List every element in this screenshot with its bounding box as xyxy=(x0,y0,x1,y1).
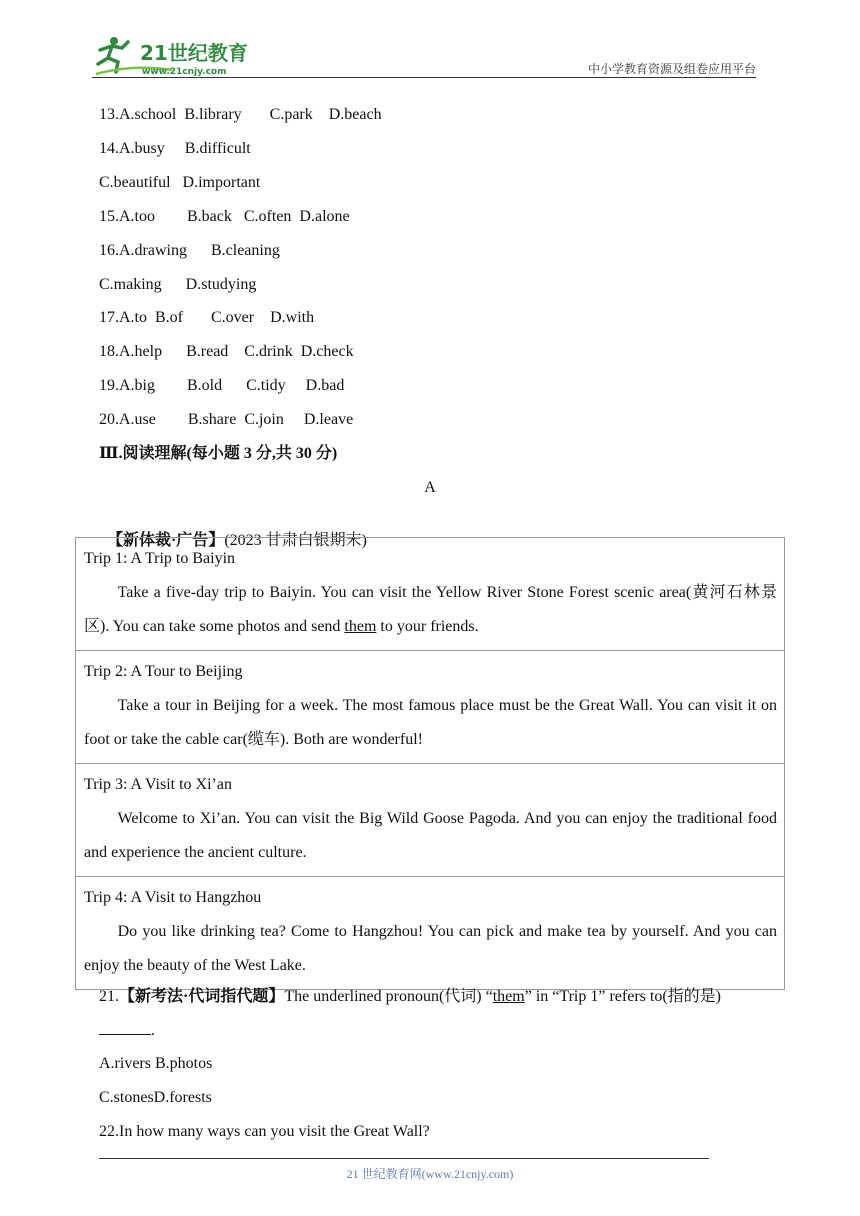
option-line-17: 17.A.to B.of C.over D.with xyxy=(99,309,315,326)
trip-title: Trip 2: A Tour to Beijing xyxy=(84,663,243,680)
question-22: 22.In how many ways can you visit the Great Wall? xyxy=(99,1123,430,1140)
option-line-20: 20.A.use B.share C.join D.leave xyxy=(99,411,354,428)
trip-cell-2 xyxy=(76,651,785,764)
platform-label: 中小学教育资源及组卷应用平台 xyxy=(587,62,756,76)
table-row xyxy=(76,538,785,651)
source-tag: 【新体裁·广告】 xyxy=(107,532,225,549)
trip-body: Welcome to Xi’an. You can visit the Big Wild Goose Pagoda. And you can enjoy the traditional food and experience the ancient culture. xyxy=(84,810,777,861)
underlined-pronoun: them xyxy=(344,618,377,635)
logo xyxy=(92,34,262,78)
underlined-pronoun: them xyxy=(492,988,525,1005)
page-header xyxy=(92,34,756,78)
passage-label: A xyxy=(424,479,436,496)
trip-cell-3 xyxy=(76,764,785,877)
option-line-16: 16.A.drawing B.cleaning xyxy=(99,242,280,259)
table-row xyxy=(76,651,785,764)
trip-title: Trip 4: A Visit to Hangzhou xyxy=(84,889,262,906)
header-divider xyxy=(92,77,756,78)
option-line-14: 14.A.busy B.difficult xyxy=(99,140,251,157)
trip-cell-4 xyxy=(76,877,785,990)
option-line-13: 13.A.school B.library C.park D.beach xyxy=(99,106,382,123)
question-tag: 【新考法·代词指代题】 xyxy=(119,988,285,1005)
svg-text:www.21cnjy.com: www.21cnjy.com xyxy=(142,67,227,77)
option-line-16b: C.making D.studying xyxy=(99,276,257,293)
table-row xyxy=(76,764,785,877)
footer-divider xyxy=(99,1158,709,1159)
source-info: (2023 甘肃白银期末) xyxy=(224,532,368,549)
option-line-18: 18.A.help B.read C.drink D.check xyxy=(99,343,354,360)
trip-body: Take a tour in Beijing for a week. The most famous place must be the Great Wall. You can visit it on foot or take the cable car(缆车). Both are wonderful! xyxy=(84,697,777,748)
q21-option-line-2: C.stonesD.forests xyxy=(99,1089,212,1106)
option-line-15: 15.A.too B.back C.often D.alone xyxy=(99,208,350,225)
option-line-14b: C.beautiful D.important xyxy=(99,174,261,191)
trip-title: Trip 1: A Trip to Baiyin xyxy=(84,550,236,567)
trip-body: Do you like drinking tea? Come to Hangzhou! You can pick and make tea by yourself. And you can enjoy the beauty of the West Lake. xyxy=(84,923,777,974)
table-row xyxy=(76,877,785,990)
svg-text:21世纪教育: 21世纪教育 xyxy=(140,41,248,65)
answer-blank[interactable] xyxy=(99,1020,151,1035)
footer-link[interactable]: 21 世纪教育网(www.21cnjy.com) xyxy=(346,1167,514,1181)
section-title: Ⅲ.阅读理解(每小题 3 分,共 30 分) xyxy=(99,445,338,462)
trip-title: Trip 3: A Visit to Xi’an xyxy=(84,776,232,793)
q21-option-line-1: A.rivers B.photos xyxy=(99,1055,213,1072)
trips-table xyxy=(75,537,785,990)
option-line-19: 19.A.big B.old C.tidy D.bad xyxy=(99,377,345,394)
trip-cell-1 xyxy=(76,538,785,651)
trip-body: Take a five-day trip to Baiyin. You can visit the Yellow River Stone Forest scenic area(黄河石林景区). You can take some photos and send them to your friends. xyxy=(84,584,777,635)
question-21: 21.【新考法·代词指代题】The underlined pronoun(代词) “them” in “Trip 1” refers to(指的是) . xyxy=(99,988,721,1039)
